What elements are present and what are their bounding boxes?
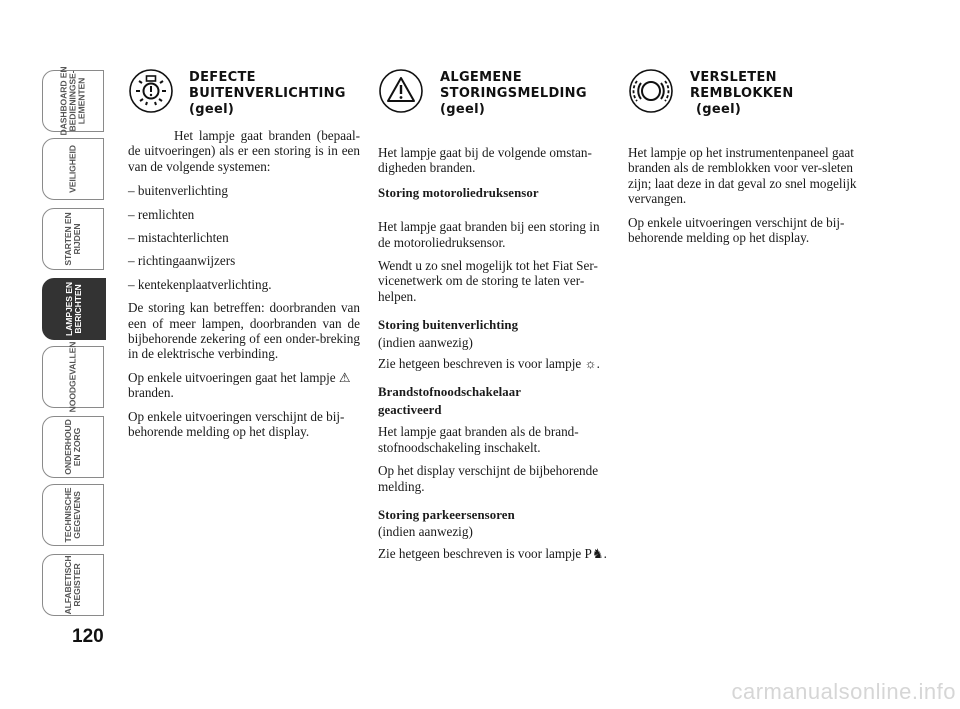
tab-onderhoud[interactable]: ONDERHOUD EN ZORG xyxy=(42,416,104,478)
col1-intro: Het lampje gaat branden (bepaal-de uitvoeringen) als er een storing is in een van de volgende systemen: xyxy=(128,128,360,174)
col3-paragraph: Op enkele uitvoeringen verschijnt de bij-behorende melding op het display. xyxy=(628,214,845,246)
col2-paragraph: Wendt u zo snel mogelijk tot het Fiat Ser-vicenetwerk om de storing te laten ver-helpen. xyxy=(378,258,598,304)
col1-paragraph: De storing kan betreffen: doorbranden van een of meer lampen, doorbranden van de bijbehorende zekering of een onder-breking in de elektrische verbinding. xyxy=(128,300,360,362)
warning-triangle-icon xyxy=(378,68,424,118)
tab-register[interactable]: ALFABETISCH REGISTER xyxy=(42,554,104,616)
col3-body xyxy=(628,145,860,253)
col2-paragraph: Het lampje gaat bij de volgende omstan-digheden branden. xyxy=(378,145,592,176)
tab-dashboard[interactable]: DASHBOARD EN BEDIENINGSE- LEMENTEN xyxy=(42,70,104,132)
col1-paragraph: Op enkele uitvoeringen gaat het lampje ⚠ branden. xyxy=(128,369,351,401)
col1-paragraph: Op enkele uitvoeringen verschijnt de bij-behorende melding op het display. xyxy=(128,408,345,440)
col2-subheading: Storing motoroliedruksensor xyxy=(378,185,539,200)
tab-veiligheid[interactable]: VEILIGHEID xyxy=(42,138,104,200)
tab-lampjes[interactable]: LAMPJES EN BERICHTEN xyxy=(42,278,106,340)
list-item: – remlichten xyxy=(128,206,195,222)
col2-subheading: Storing parkeersensoren xyxy=(378,507,515,522)
col2-paragraph: Zie hetgeen beschreven is voor lampje P♞. xyxy=(378,545,607,561)
col2-heading: ALGEMENE STORINGSMELDING (geel) xyxy=(440,70,587,117)
bulb-fault-icon xyxy=(128,68,174,118)
tab-starten[interactable]: STARTEN EN RIJDEN xyxy=(42,208,104,270)
col2-paragraph: Zie hetgeen beschreven is voor lampje ☼. xyxy=(378,356,600,372)
col2-paragraph: Het lampje gaat branden bij een storing in de motoroliedruksensor. xyxy=(378,219,600,250)
tab-technische[interactable]: TECHNISCHE GEGEVENS xyxy=(42,484,104,546)
list-item: – mistachterlichten xyxy=(128,230,229,246)
col2-note: (indien aanwezig) xyxy=(378,524,473,540)
list-item: – buitenverlichting xyxy=(128,183,228,199)
col2-paragraph: Het lampje gaat branden als de brand-stofnoodschakeling inschakelt. xyxy=(378,424,579,455)
col1-heading: DEFECTE BUITENVERLICHTING (geel) xyxy=(189,70,346,117)
page-number: 120 xyxy=(72,626,104,647)
watermark: carmanualsonline.info xyxy=(731,679,956,704)
list-item: – kentekenplaatverlichting. xyxy=(128,276,272,292)
tab-noodgevallen[interactable]: NOODGEVALLEN xyxy=(42,346,104,408)
col2-note: (indien aanwezig) xyxy=(378,334,473,350)
col3-paragraph: Het lampje op het instrumentenpaneel gaat branden als de remblokken voor ver-sleten zijn; laat deze in dat geval zo snel mogelijk vervangen. xyxy=(628,145,857,207)
col2-subheading: Storing buitenverlichting xyxy=(378,318,519,333)
col3-heading: VERSLETEN REMBLOKKEN (geel) xyxy=(690,70,794,117)
col2-body xyxy=(378,145,610,569)
col1-body xyxy=(128,128,360,448)
col2-subheading: Brandstofnoodschakelaar xyxy=(378,385,522,400)
col2-subheading: geactiveerd xyxy=(378,402,442,417)
col2-paragraph: Op het display verschijnt de bijbehorende melding. xyxy=(378,463,599,494)
brake-pad-icon xyxy=(628,68,674,118)
list-item: – richtingaanwijzers xyxy=(128,253,236,269)
